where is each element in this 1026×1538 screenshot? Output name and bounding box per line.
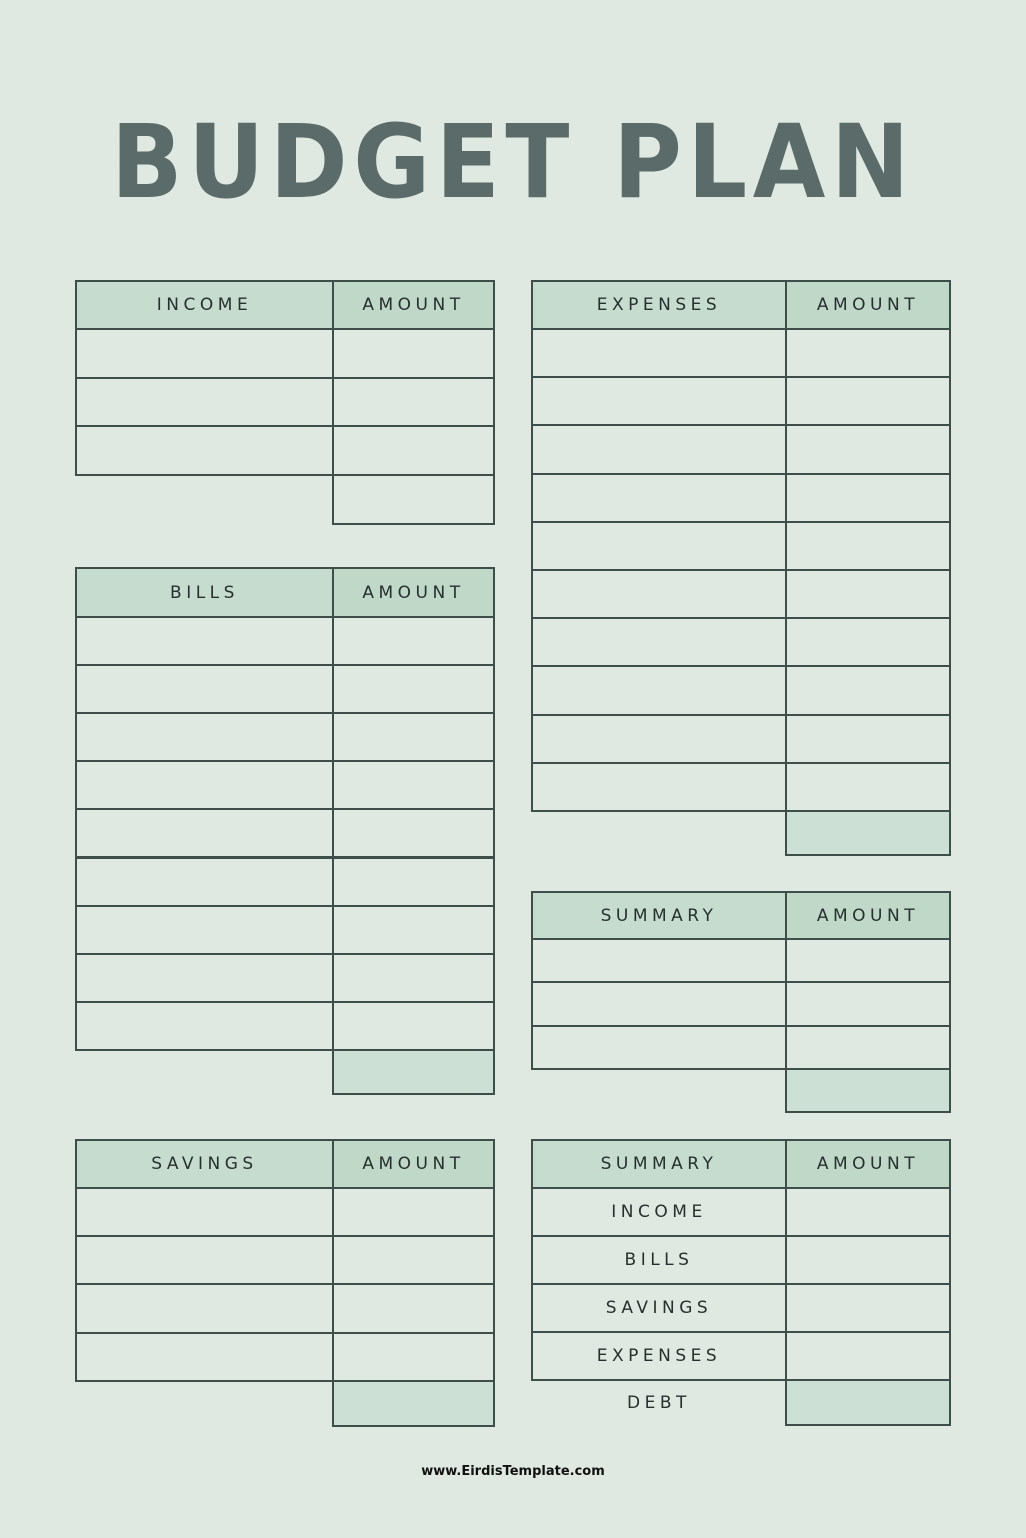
total-row: [75, 1380, 495, 1427]
row-amount-field[interactable]: [332, 1332, 495, 1382]
table-row: [75, 1001, 495, 1051]
row-label-savings: SAVINGS: [531, 1283, 787, 1333]
row-amount-field[interactable]: [785, 1283, 951, 1333]
row-label-field[interactable]: [75, 1235, 334, 1285]
row-amount-field[interactable]: [332, 760, 495, 810]
row-amount-field[interactable]: [785, 1025, 951, 1070]
row-label-field[interactable]: [75, 857, 334, 907]
header-amount-label: AMOUNT: [332, 1139, 495, 1189]
row-amount-field[interactable]: [332, 616, 495, 666]
row-label-field[interactable]: [75, 760, 334, 810]
page-title: BUDGET PLAN: [111, 103, 915, 222]
header-amount-label: AMOUNT: [332, 280, 495, 330]
row-amount-field[interactable]: [332, 808, 495, 858]
table-header: [75, 567, 495, 618]
row-amount-field[interactable]: [332, 1235, 495, 1285]
table-row: [75, 616, 495, 666]
row-amount-field[interactable]: [332, 664, 495, 714]
total-row: [75, 1049, 495, 1095]
row-amount-field[interactable]: [785, 617, 951, 667]
row-label-field[interactable]: [75, 664, 334, 714]
header-amount-label: AMOUNT: [785, 280, 951, 330]
row-label-field[interactable]: [531, 569, 787, 619]
table-row: [531, 714, 951, 764]
table-row: [75, 760, 495, 810]
table-row: [75, 905, 495, 955]
table-row: [531, 938, 951, 983]
row-amount-field[interactable]: [332, 712, 495, 762]
row-amount-field[interactable]: [332, 857, 495, 907]
row-label-expenses: EXPENSES: [531, 1331, 787, 1381]
table-row: [531, 981, 951, 1026]
row-label-income: INCOME: [531, 1187, 787, 1237]
row-amount-field[interactable]: [785, 714, 951, 764]
header-amount-label: AMOUNT: [785, 1139, 951, 1189]
table-row: [75, 1235, 495, 1285]
row-label-field[interactable]: [531, 762, 787, 812]
table-row: [531, 762, 951, 812]
row-label-field[interactable]: [531, 521, 787, 571]
table-row: [531, 665, 951, 715]
total-row: [531, 810, 951, 856]
row-amount-field[interactable]: [785, 328, 951, 378]
table-row: [75, 808, 495, 858]
row-amount-field[interactable]: [332, 377, 495, 428]
row-amount-field[interactable]: [332, 328, 495, 379]
row-label-field[interactable]: [531, 714, 787, 764]
row-amount-field[interactable]: [332, 1187, 495, 1237]
footer-url[interactable]: www.EirdisTemplate.com: [421, 1464, 605, 1479]
row-label-bills: BILLS: [531, 1235, 787, 1285]
row-amount-field[interactable]: [332, 905, 495, 955]
row-amount-field[interactable]: [785, 1331, 951, 1381]
row-amount-field[interactable]: [785, 473, 951, 523]
row-label-field[interactable]: [75, 905, 334, 955]
table-row: [531, 1235, 951, 1285]
row-amount-field[interactable]: [785, 569, 951, 619]
table-header: [531, 280, 951, 330]
row-amount-field[interactable]: [332, 1283, 495, 1333]
table-row: [531, 328, 951, 378]
header-category-label: EXPENSES: [531, 280, 787, 330]
row-label-field[interactable]: [531, 665, 787, 715]
row-label-field[interactable]: [75, 1283, 334, 1333]
table-row: [531, 569, 951, 619]
header-category-label: SUMMARY: [531, 891, 787, 940]
table-row: [75, 664, 495, 714]
table-row: [75, 712, 495, 762]
row-label-field[interactable]: [75, 1332, 334, 1382]
row-amount-field[interactable]: [785, 424, 951, 474]
header-category-label: INCOME: [75, 280, 334, 330]
header-amount-label: AMOUNT: [332, 567, 495, 618]
row-amount-field[interactable]: [785, 665, 951, 715]
row-amount-field[interactable]: [332, 953, 495, 1003]
table-row: [531, 1025, 951, 1070]
total-amount-field[interactable]: [332, 1380, 495, 1427]
total-amount-field[interactable]: [785, 1379, 951, 1426]
row-label-field[interactable]: [531, 981, 787, 1026]
row-label-field[interactable]: [75, 616, 334, 666]
row-label-field[interactable]: [75, 953, 334, 1003]
row-label-field[interactable]: [75, 1001, 334, 1051]
table-row: [531, 473, 951, 523]
row-label-field[interactable]: [75, 377, 334, 428]
row-amount-field[interactable]: [785, 1187, 951, 1237]
table-row: [531, 1331, 951, 1381]
row-amount-field[interactable]: [332, 1001, 495, 1051]
table-row: [75, 1332, 495, 1382]
row-amount-field[interactable]: [785, 938, 951, 983]
table-row: [531, 424, 951, 474]
total-row: [531, 1068, 951, 1113]
row-label-field[interactable]: [75, 808, 334, 858]
row-amount-field[interactable]: [332, 425, 495, 476]
total-amount-field[interactable]: [785, 810, 951, 856]
table-row: [75, 328, 495, 379]
row-amount-field[interactable]: [785, 1235, 951, 1285]
total-amount-field[interactable]: [332, 1049, 495, 1095]
row-amount-field[interactable]: [785, 981, 951, 1026]
table-row: [75, 1283, 495, 1333]
table-row: [531, 1283, 951, 1333]
table-header: [75, 1139, 495, 1189]
header-category-label: BILLS: [75, 567, 334, 618]
row-label-field[interactable]: [531, 617, 787, 667]
total-amount-field[interactable]: [785, 1068, 951, 1113]
row-label-field[interactable]: [531, 328, 787, 378]
row-label-field[interactable]: [531, 938, 787, 983]
total-row: [531, 1379, 951, 1426]
total-row: [75, 474, 495, 525]
row-label-field[interactable]: [531, 424, 787, 474]
table-row: [531, 1187, 951, 1237]
table-row: [75, 425, 495, 476]
row-label-field[interactable]: [75, 712, 334, 762]
total-amount-field[interactable]: [332, 474, 495, 525]
table-header: [531, 1139, 951, 1189]
table-row: [75, 953, 495, 1003]
row-label-field[interactable]: [531, 376, 787, 426]
header-category-label: SUMMARY: [531, 1139, 787, 1189]
table-row: [75, 377, 495, 428]
header-amount-label: AMOUNT: [785, 891, 951, 940]
table-row: [75, 1187, 495, 1237]
total-label: DEBT: [627, 1392, 691, 1413]
row-amount-field[interactable]: [785, 521, 951, 571]
table-row: [75, 857, 495, 907]
table-row: [531, 376, 951, 426]
table-header: [75, 280, 495, 330]
row-label-field[interactable]: [75, 328, 334, 379]
table-row: [531, 617, 951, 667]
row-label-field[interactable]: [75, 1187, 334, 1237]
table-header: [531, 891, 951, 940]
row-amount-field[interactable]: [785, 762, 951, 812]
row-label-field[interactable]: [531, 1025, 787, 1070]
row-amount-field[interactable]: [785, 376, 951, 426]
header-category-label: SAVINGS: [75, 1139, 334, 1189]
table-row: [531, 521, 951, 571]
row-label-field[interactable]: [531, 473, 787, 523]
row-label-field[interactable]: [75, 425, 334, 476]
